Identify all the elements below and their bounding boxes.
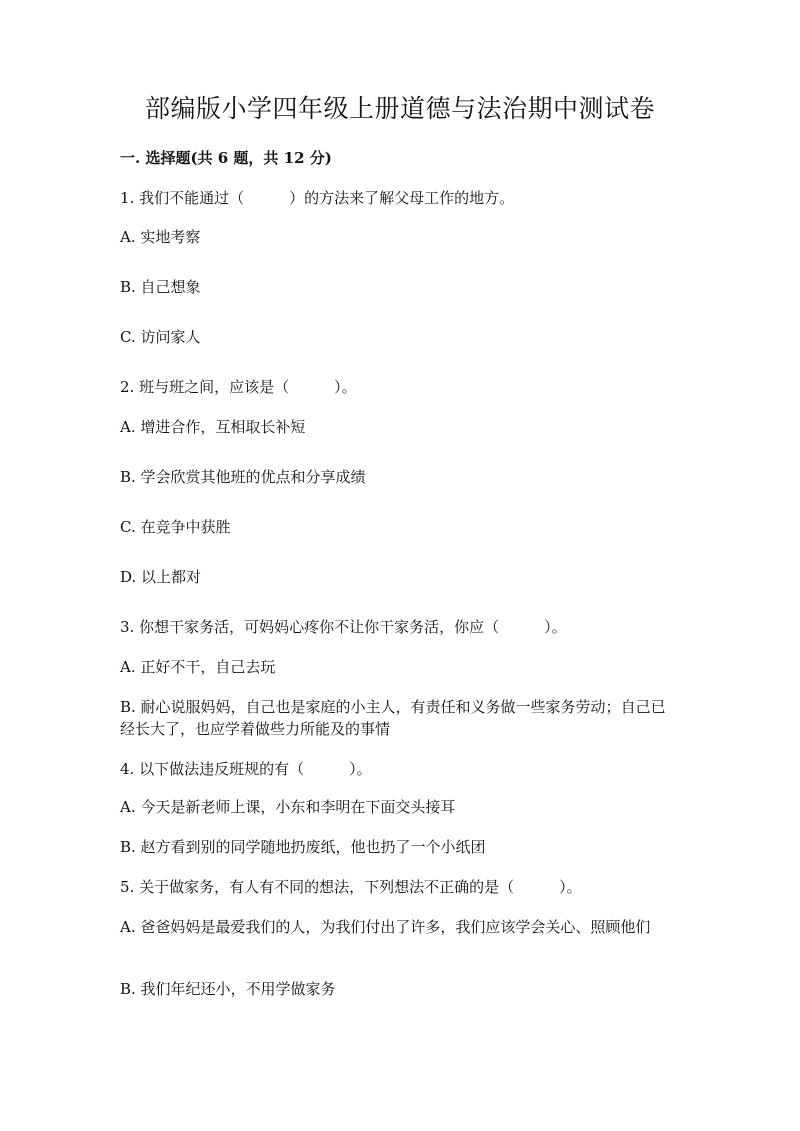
question-1-option-c: C. 访问家人 [120,328,201,346]
question-3-stem: 3. 你想干家务活，可妈妈心疼你不让你干家务活，你应（ ）。 [120,618,567,636]
question-2-option-a: A. 增进合作，互相取长补短 [120,418,306,436]
question-3-option-a: A. 正好不干，自己去玩 [120,658,276,676]
question-1-option-a: A. 实地考察 [120,228,201,246]
question-5-stem: 5. 关于做家务，有人有不同的想法，下列想法不正确的是（ ）。 [120,878,582,896]
question-1-option-b: B. 自己想象 [120,278,201,296]
question-4-option-a: A. 今天是新老师上课，小东和李明在下面交头接耳 [120,798,456,816]
question-4-option-b: B. 赵方看到别的同学随地扔废纸，他也扔了一个小纸团 [120,838,486,856]
question-2-stem: 2. 班与班之间，应该是（ ）。 [120,378,357,396]
exam-title: 部编版小学四年级上册道德与法治期中测试卷 [144,94,655,123]
question-1-stem: 1. 我们不能通过（ ）的方法来了解父母工作的地方。 [120,189,515,207]
question-3-option-b: B. 耐心说服妈妈，自己也是家庭的小主人，有责任和义务做一些家务劳动；自己已经长大了，也应学着做些力所能及的事情 [120,698,666,738]
question-2-option-b: B. 学会欣赏其他班的优点和分享成绩 [120,468,366,486]
question-2-option-d: D. 以上都对 [120,568,202,586]
question-5-option-a: A. 爸爸妈妈是最爱我们的人，为我们付出了许多，我们应该学会关心、照顾他们 [120,918,651,936]
question-4-stem: 4. 以下做法违反班规的有（ ）。 [120,760,372,778]
question-2-option-c: C. 在竞争中获胜 [120,518,231,536]
section-heading: 一. 选择题(共 6 题，共 12 分) [120,149,332,167]
question-5-option-b: B. 我们年纪还小，不用学做家务 [120,980,336,998]
